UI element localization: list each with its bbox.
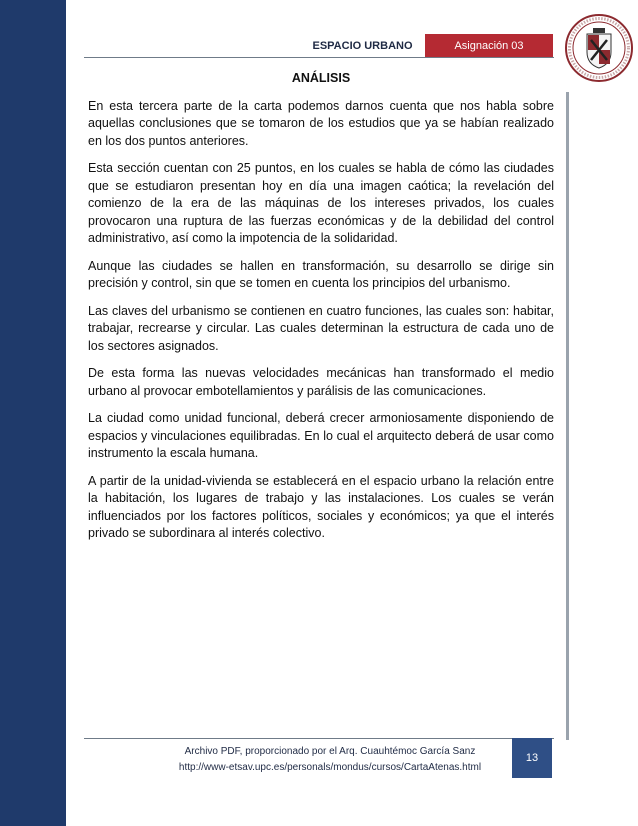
footer-divider	[84, 738, 554, 739]
header-divider	[84, 57, 554, 58]
paragraph-3: Aunque las ciudades se hallen en transformación, su desarrollo se dirige sin precisión y control, sin que se tomen en cuenta los principios del urbanismo.	[88, 258, 554, 290]
paragraph-1: En esta tercera parte de la carta podemos darnos cuenta que nos habla sobre aquellas conclusiones que se tomaron de los estudios que ya se habían realizado en los dos puntos anteriores.	[88, 98, 554, 148]
footer-source-url: http://www-etsav.upc.es/personals/mondus/cursos/CartaAtenas.html	[178, 762, 482, 773]
section-heading: ANÁLISIS	[291, 71, 351, 85]
footer-source	[150, 744, 510, 776]
university-seal-icon	[563, 12, 633, 84]
header-assignment-tag: Asignación 03	[425, 34, 553, 57]
paragraph-6: La ciudad como unidad funcional, deberá crecer armoniosamente disponiendo de espacios y vinculaciones equilibradas. En lo cual el arquitecto deberá de usar como instrumento la escala humana.	[88, 411, 554, 460]
footer-line-1: Archivo PDF, proporcionado por el Arq. Cuauhtémoc García Sanz	[184, 746, 476, 757]
paragraph-7: A partir de la unidad-vivienda se establecerá en el espacio urbano la relación entre la habitación, los lugares de trabajo y las instalaciones. Los cuales se verán influenciados por los factores políticos, sociales y económicos; ya que el interés privado se subordinara al interés colectivo.	[88, 473, 554, 540]
right-margin-rule	[566, 92, 569, 740]
document-body	[88, 70, 554, 553]
paragraph-4: Las claves del urbanismo se contienen en cuatro funciones, las cuales son: habitar, trabajar, recrearse y circular. Las cuales determinan la estructura de cada uno de los sectores asignados.	[88, 303, 554, 353]
page-number: 13	[512, 738, 552, 778]
paragraph-5: De esta forma las nuevas velocidades mecánicas han transformado el medio urbano al provocar embotellamientos y parálisis de las comunicaciones.	[88, 366, 554, 398]
header-title: ESPACIO URBANO	[312, 40, 413, 52]
paragraph-2: Esta sección cuentan con 25 puntos, en los cuales se habla de cómo las ciudades que se estudiaron presentan hoy en día una imagen caótica; la revelación del comienzo de la era de las máquinas de los intereses privados, los cuales provocaron una ruptura de las fuerzas económicas y de la debilidad del control administrativo, así como la impotencia de la solidaridad.	[88, 161, 554, 245]
left-side-band	[0, 0, 66, 826]
